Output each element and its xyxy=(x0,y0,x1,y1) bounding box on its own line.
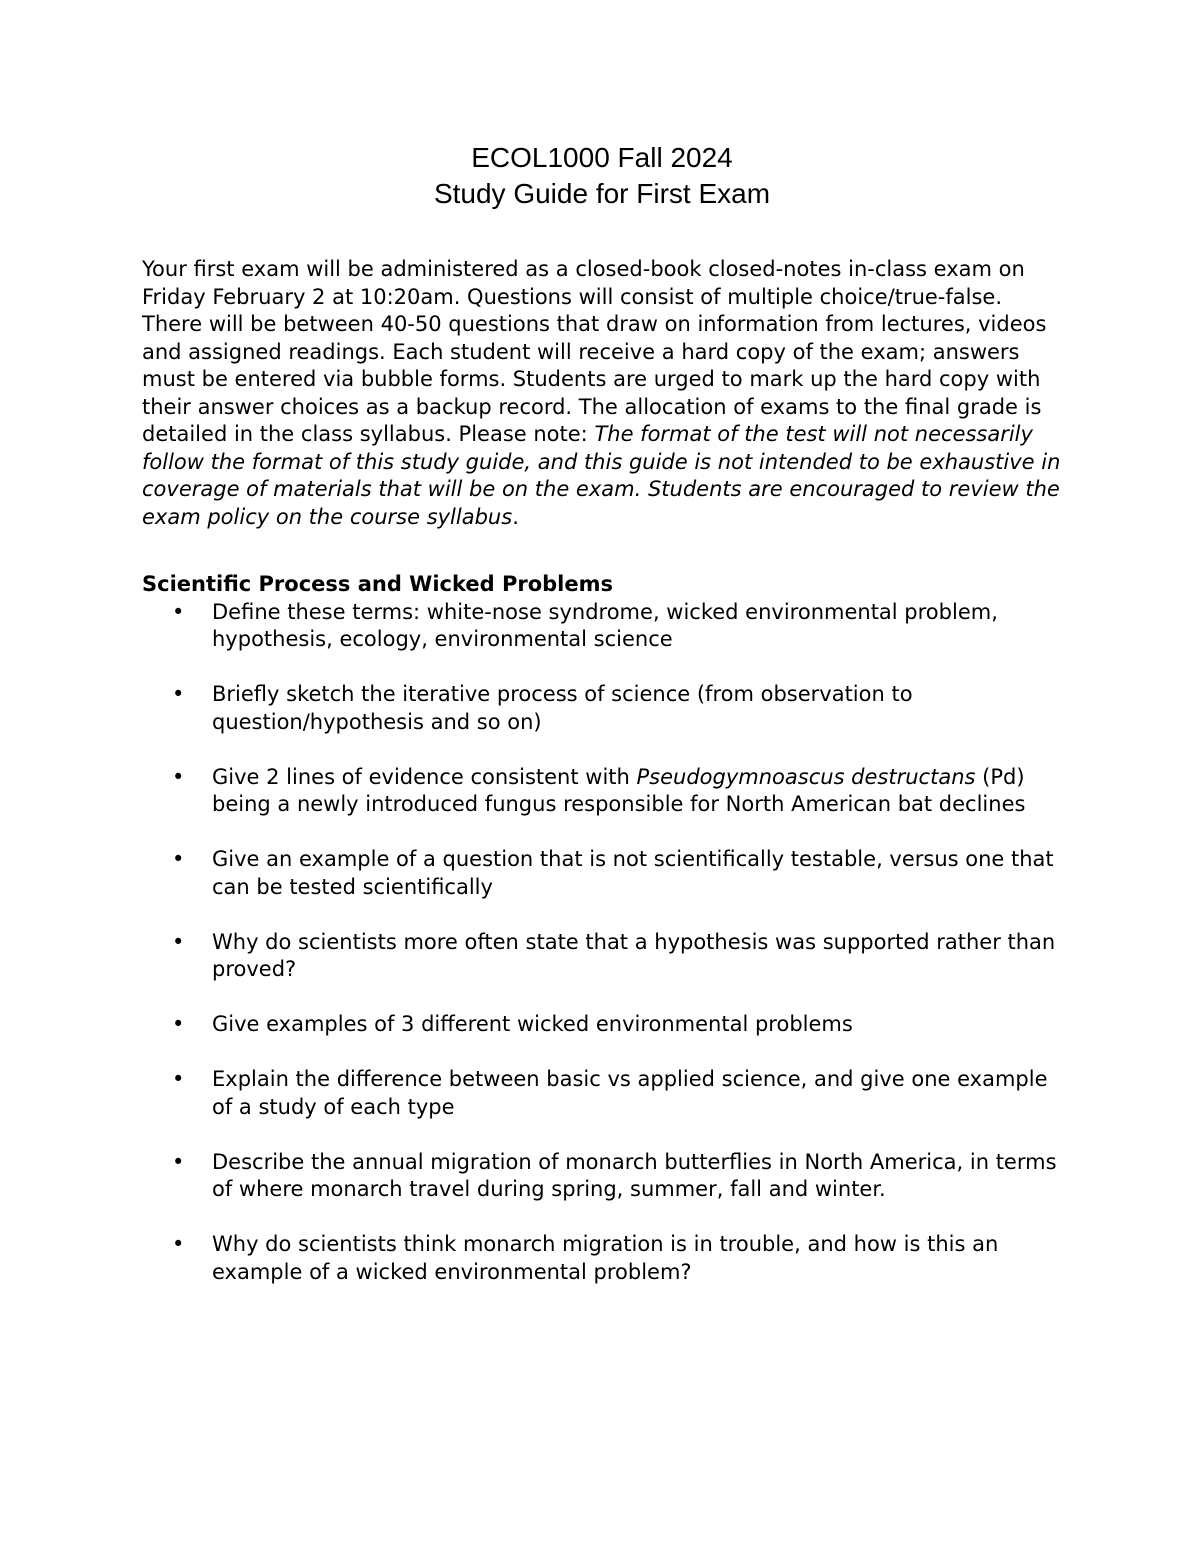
bullet-icon: • xyxy=(172,682,185,706)
intro-italic-note: The format of the test will not necessarily follow the format of this study guide, and this guide is not intended to be exhaustive in coverage of materials that will be on the exam. Students are encouraged to review the exam policy on the course syllabus xyxy=(142,422,1061,529)
bullet-icon: • xyxy=(172,847,185,871)
question-text: Why do scientists think monarch migration is in trouble, and how is this an example of a wicked environmental problem? xyxy=(212,1232,999,1284)
bullet-icon: • xyxy=(172,1232,185,1256)
list-item xyxy=(142,1011,1062,1039)
question-text: Define these terms: white-nose syndrome, wicked environmental problem, hypothesis, ecology, environmental science xyxy=(212,599,998,651)
bullet-icon: • xyxy=(172,929,185,954)
intro-paragraph xyxy=(142,256,1062,531)
bullet-icon: • xyxy=(172,764,185,789)
section-heading: Scientific Process and Wicked Problems xyxy=(142,572,613,596)
question-text: Why do scientists more often state that a hypothesis was supported rather than proved? xyxy=(212,929,1056,981)
species-name: Pseudogymnoascus destructans xyxy=(636,764,976,789)
bullet-icon: • xyxy=(172,1067,185,1091)
list-item xyxy=(142,1149,1062,1204)
question-text: Give examples of 3 different wicked environmental problems xyxy=(212,1012,853,1036)
document-page xyxy=(142,140,1062,1314)
list-item xyxy=(142,764,1062,819)
question-text xyxy=(212,765,1025,817)
list-item xyxy=(142,929,1062,984)
bullet-icon: • xyxy=(172,1012,185,1036)
list-item xyxy=(142,1066,1062,1121)
question-text: Explain the difference between basic vs applied science, and give one example of a study of each type xyxy=(212,1067,1048,1119)
bullet-icon: • xyxy=(172,599,185,624)
intro-text: Your first exam will be administered as a closed-book closed-notes in-class exam on Friday February 2 at 10:20am. Questions will consist of multiple choice/true-false. There will be between 40-50 questions that draw on information from lectures, videos and assigned readings. Each student will receive a hard copy of the exam; answers must be entered via bubble forms. Students are urged to mark up the hard copy with their answer choices as a backup record. The allocation of exams to the final grade is detailed in the class syllabus. Please note: xyxy=(142,257,1047,446)
intro-end: . xyxy=(512,504,519,529)
guide-title: Study Guide for First Exam xyxy=(433,178,771,209)
list-item xyxy=(142,846,1062,901)
question-text-end: (Pd) being a newly introduced fungus responsible for North American bat declines xyxy=(212,764,1026,816)
list-item xyxy=(142,681,1062,736)
list-item xyxy=(142,599,1062,654)
bullet-icon: • xyxy=(172,1149,185,1174)
question-text: Briefly sketch the iterative process of science (from observation to question/hypothesis and so on) xyxy=(212,682,913,734)
question-text: Give an example of a question that is not scientifically testable, versus one that can be tested scientifically xyxy=(212,847,1054,899)
list-item xyxy=(142,1231,1062,1286)
question-text: Describe the annual migration of monarch butterflies in North America, in terms of where monarch travel during spring, summer, fall and winter. xyxy=(212,1149,1057,1201)
question-list xyxy=(142,599,1062,1287)
question-text-start: Give 2 lines of evidence consistent with xyxy=(212,764,637,789)
document-title xyxy=(142,140,1062,212)
course-title: ECOL1000 Fall 2024 xyxy=(471,142,733,173)
